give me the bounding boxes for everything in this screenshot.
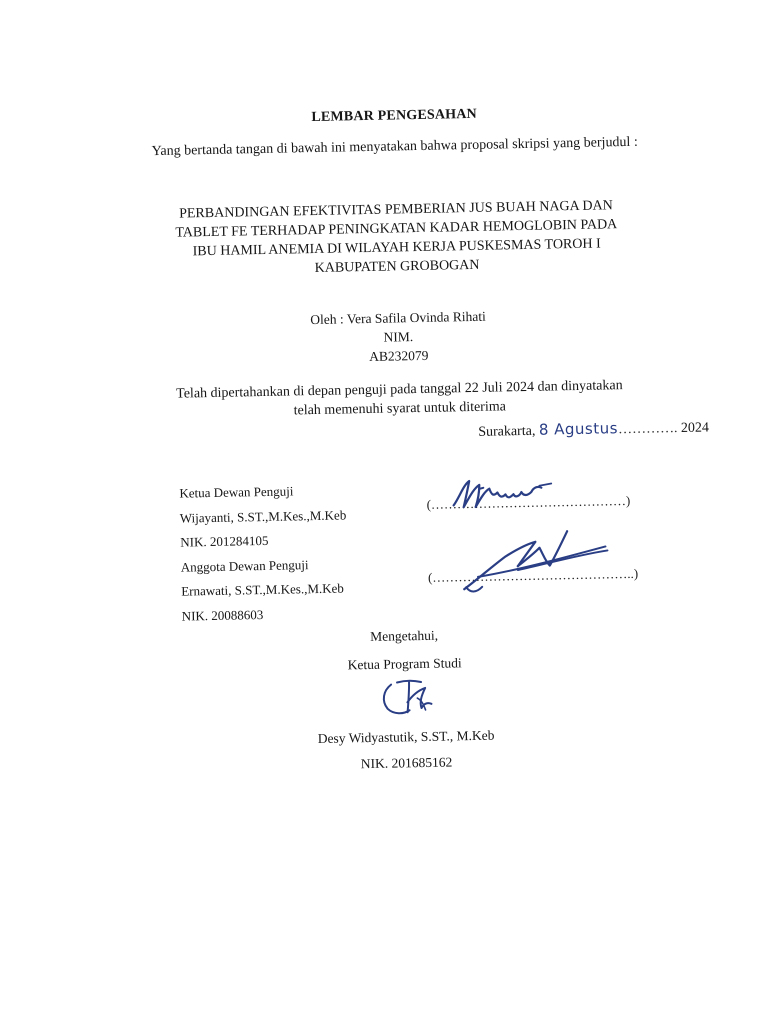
defense-line: telah memenuhi syarat untuk diterima	[293, 399, 507, 419]
program-head-name: Desy Widyastutik, S.ST., M.Keb	[317, 727, 495, 747]
page-title: LEMBAR PENGESAHAN	[311, 106, 478, 126]
chair-name: Wijayanti, S.ST.,M.Kes.,M.Keb	[179, 506, 347, 526]
thesis-title-line: TABLET FE TERHADAP PENINGKATAN KADAR HEMOGLOBIN PADA	[175, 217, 618, 241]
thesis-title-line: KABUPATEN GROBOGAN	[314, 257, 480, 276]
program-head-nik: NIK. 201685162	[360, 754, 453, 772]
date-dots: ………….	[617, 421, 678, 438]
chair-nik: NIK. 201284105	[180, 532, 269, 550]
author-block	[118, 303, 679, 371]
member-signature	[457, 524, 618, 597]
defense-statement	[119, 375, 680, 424]
chair-signature	[449, 475, 560, 513]
acknowledgement-role: Ketua Program Studi	[347, 655, 462, 673]
handwritten-date: 8 Agustus	[538, 419, 619, 439]
author-name: Oleh : Vera Safila Ovinda Rihati	[310, 308, 486, 328]
member-signature-line: (………………………………………..)	[427, 565, 639, 585]
member-nik: NIK. 20088603	[181, 606, 264, 624]
chair-role: Ketua Dewan Penguji	[179, 483, 294, 501]
member-role: Anggota Dewan Penguji	[180, 556, 309, 575]
member-name: Ernawati, S.ST.,M.Kes.,M.Keb	[181, 580, 344, 599]
thesis-title-line: PERBANDINGAN EFEKTIVITAS PEMBERIAN JUS BUAH NAGA DAN	[179, 198, 613, 222]
acknowledgement-label: Mengetahui,	[370, 627, 439, 644]
nim-label: NIM.	[383, 329, 414, 345]
place-date	[478, 417, 709, 440]
program-head-signature	[377, 676, 438, 719]
nim-value: AB232079	[368, 347, 429, 364]
thesis-title-line: IBU HAMIL ANEMIA DI WILAYAH KERJA PUSKESMAS TOROH I	[192, 236, 601, 260]
defense-line: Telah dipertahankan di depan penguji pada tanggal 22 Juli 2024 dan dinyatakan	[176, 378, 623, 402]
acknowledgement-block	[124, 617, 685, 684]
chair-signature-line: (………………………………………)	[426, 492, 631, 512]
date-year: 2024	[680, 420, 710, 436]
city-label: Surakarta,	[478, 423, 536, 440]
examiners-block	[179, 478, 348, 628]
program-head-block	[126, 719, 687, 782]
intro-text: Yang bertanda tangan di bawah ini menyatakan bahwa proposal skripsi yang berjudul :	[151, 134, 638, 160]
thesis-title	[116, 195, 677, 282]
